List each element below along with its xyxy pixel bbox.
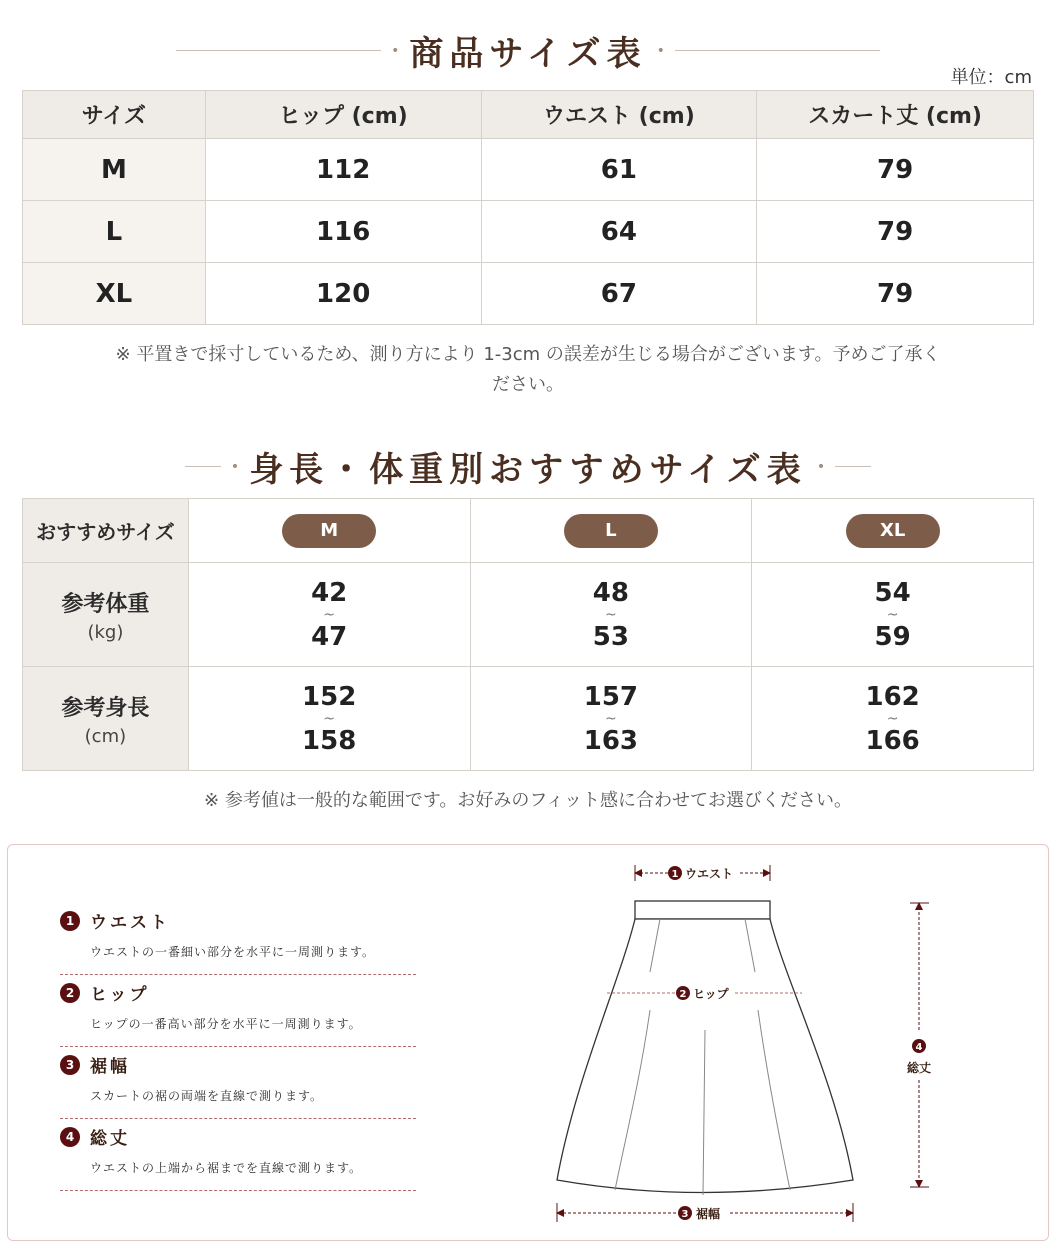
recommend-header-row bbox=[23, 499, 1034, 563]
size-table bbox=[22, 90, 1034, 325]
guide-item-desc: ウエストの上端から裾までを直線で測ります。 bbox=[90, 1161, 363, 1175]
table-row bbox=[23, 263, 1034, 325]
size-chart-title: • 商品サイズ表 • bbox=[0, 26, 1056, 75]
guide-item-desc: ヒップの一番高い部分を水平に一周測ります。 bbox=[90, 1017, 362, 1031]
range-min: 152 bbox=[302, 681, 357, 712]
range-min: 42 bbox=[311, 577, 348, 608]
range-max: 59 bbox=[874, 621, 911, 652]
guide-item-waist bbox=[60, 908, 416, 975]
size-pill-cell bbox=[470, 499, 752, 563]
size-pill-cell bbox=[188, 499, 470, 563]
cell-waist: 67 bbox=[481, 263, 757, 325]
waistband-shape bbox=[635, 901, 770, 919]
weight-unit: (kg) bbox=[87, 621, 124, 643]
range-tilde: ~ bbox=[605, 710, 617, 727]
diagram-waist-label: ウエスト bbox=[685, 867, 734, 881]
row-size: XL bbox=[23, 263, 206, 325]
weight-label: 参考体重 bbox=[61, 591, 150, 617]
size-chart-title-text: 商品サイズ表 bbox=[409, 34, 647, 74]
height-unit: (cm) bbox=[84, 725, 127, 747]
diagram-num-4: 4 bbox=[915, 1042, 923, 1053]
diagram-num-3: 3 bbox=[681, 1209, 689, 1220]
guide-item-length bbox=[60, 1124, 416, 1191]
dashed-divider bbox=[60, 974, 416, 975]
weight-row-head bbox=[23, 563, 189, 667]
header-size: サイズ bbox=[23, 91, 206, 139]
weight-range-l bbox=[470, 563, 752, 667]
number-badge-icon: 4 bbox=[60, 1127, 80, 1147]
range-tilde: ~ bbox=[886, 710, 899, 727]
range-min: 54 bbox=[874, 577, 911, 608]
height-range-xl bbox=[752, 667, 1034, 771]
size-pill-cell bbox=[752, 499, 1034, 563]
row-size: M bbox=[23, 139, 206, 201]
diagram-length-label: 総丈 bbox=[906, 1061, 932, 1075]
guide-item-title: 裾幅 bbox=[90, 1057, 130, 1077]
recommend-chart-title: • 身長・体重別おすすめサイズ表 • bbox=[0, 442, 1056, 491]
height-range-l bbox=[470, 667, 752, 771]
guide-item-desc: スカートの裾の両端を直線で測ります。 bbox=[90, 1089, 324, 1103]
cell-hip: 116 bbox=[205, 201, 481, 263]
diagram-num-2: 2 bbox=[679, 989, 687, 1000]
diagram-hip-label: ヒップ bbox=[693, 987, 729, 1001]
guide-item-hip bbox=[60, 980, 416, 1047]
cell-hip: 120 bbox=[205, 263, 481, 325]
number-badge-icon: 2 bbox=[60, 983, 80, 1003]
cell-waist: 64 bbox=[481, 201, 757, 263]
range-min: 162 bbox=[865, 681, 920, 712]
recommend-chart-title-text: 身長・体重別おすすめサイズ表 bbox=[249, 450, 807, 490]
range-tilde: ~ bbox=[605, 606, 617, 623]
dashed-divider bbox=[60, 1118, 416, 1119]
guide-item-title: ウエスト bbox=[90, 913, 170, 933]
cell-length: 79 bbox=[757, 263, 1034, 325]
size-table-header bbox=[23, 91, 1034, 139]
diagram-num-1: 1 bbox=[671, 869, 679, 880]
size-pill-m: M bbox=[282, 514, 376, 548]
height-row bbox=[23, 667, 1034, 771]
skirt-diagram bbox=[540, 855, 960, 1235]
range-min: 157 bbox=[583, 681, 639, 712]
disclaimer-line-1: ※ 平置きで採寸しているため、測り方により 1-3cm の誤差が生じる場合がございます。予めご了承く bbox=[115, 344, 941, 365]
dashed-divider bbox=[60, 1046, 416, 1047]
height-label: 参考身長 bbox=[61, 695, 150, 721]
dashed-divider bbox=[60, 1190, 416, 1191]
recommend-table bbox=[22, 498, 1034, 771]
guide-item-hem bbox=[60, 1052, 416, 1119]
height-range-m bbox=[188, 667, 470, 771]
weight-row bbox=[23, 563, 1034, 667]
height-row-head bbox=[23, 667, 189, 771]
guide-item-title: 総丈 bbox=[90, 1129, 130, 1149]
number-badge-icon: 1 bbox=[60, 911, 80, 931]
range-min: 48 bbox=[592, 577, 629, 608]
size-pill-l: L bbox=[564, 514, 658, 548]
row-size: L bbox=[23, 201, 206, 263]
range-max: 47 bbox=[311, 621, 348, 652]
weight-range-xl bbox=[752, 563, 1034, 667]
table-row bbox=[23, 139, 1034, 201]
range-max: 158 bbox=[302, 725, 357, 756]
range-tilde: ~ bbox=[323, 710, 336, 727]
weight-range-m bbox=[188, 563, 470, 667]
range-tilde: ~ bbox=[886, 606, 899, 623]
reference-note: ※ 参考値は一般的な範囲です。お好みのフィット感に合わせてお選びください。 bbox=[204, 790, 852, 811]
header-length: スカート丈 (cm) bbox=[757, 91, 1034, 139]
range-max: 53 bbox=[592, 621, 629, 652]
unit-note: 単位：cm bbox=[950, 67, 1032, 88]
range-max: 163 bbox=[583, 725, 639, 756]
range-max: 166 bbox=[865, 725, 920, 756]
guide-item-desc: ウエストの一番細い部分を水平に一周測ります。 bbox=[90, 945, 376, 959]
range-tilde: ~ bbox=[323, 606, 336, 623]
size-pill-xl: XL bbox=[846, 514, 940, 548]
recommend-corner: おすすめサイズ bbox=[23, 499, 189, 563]
cell-hip: 112 bbox=[205, 139, 481, 201]
cell-length: 79 bbox=[757, 139, 1034, 201]
table-row bbox=[23, 201, 1034, 263]
diagram-hem-label: 裾幅 bbox=[696, 1207, 721, 1221]
measurement-disclaimer bbox=[40, 340, 1016, 400]
cell-length: 79 bbox=[757, 201, 1034, 263]
disclaimer-line-2: ださい。 bbox=[492, 374, 564, 395]
cell-waist: 61 bbox=[481, 139, 757, 201]
header-hip: ヒップ (cm) bbox=[205, 91, 481, 139]
header-waist: ウエスト (cm) bbox=[481, 91, 757, 139]
number-badge-icon: 3 bbox=[60, 1055, 80, 1075]
guide-item-title: ヒップ bbox=[90, 985, 150, 1005]
